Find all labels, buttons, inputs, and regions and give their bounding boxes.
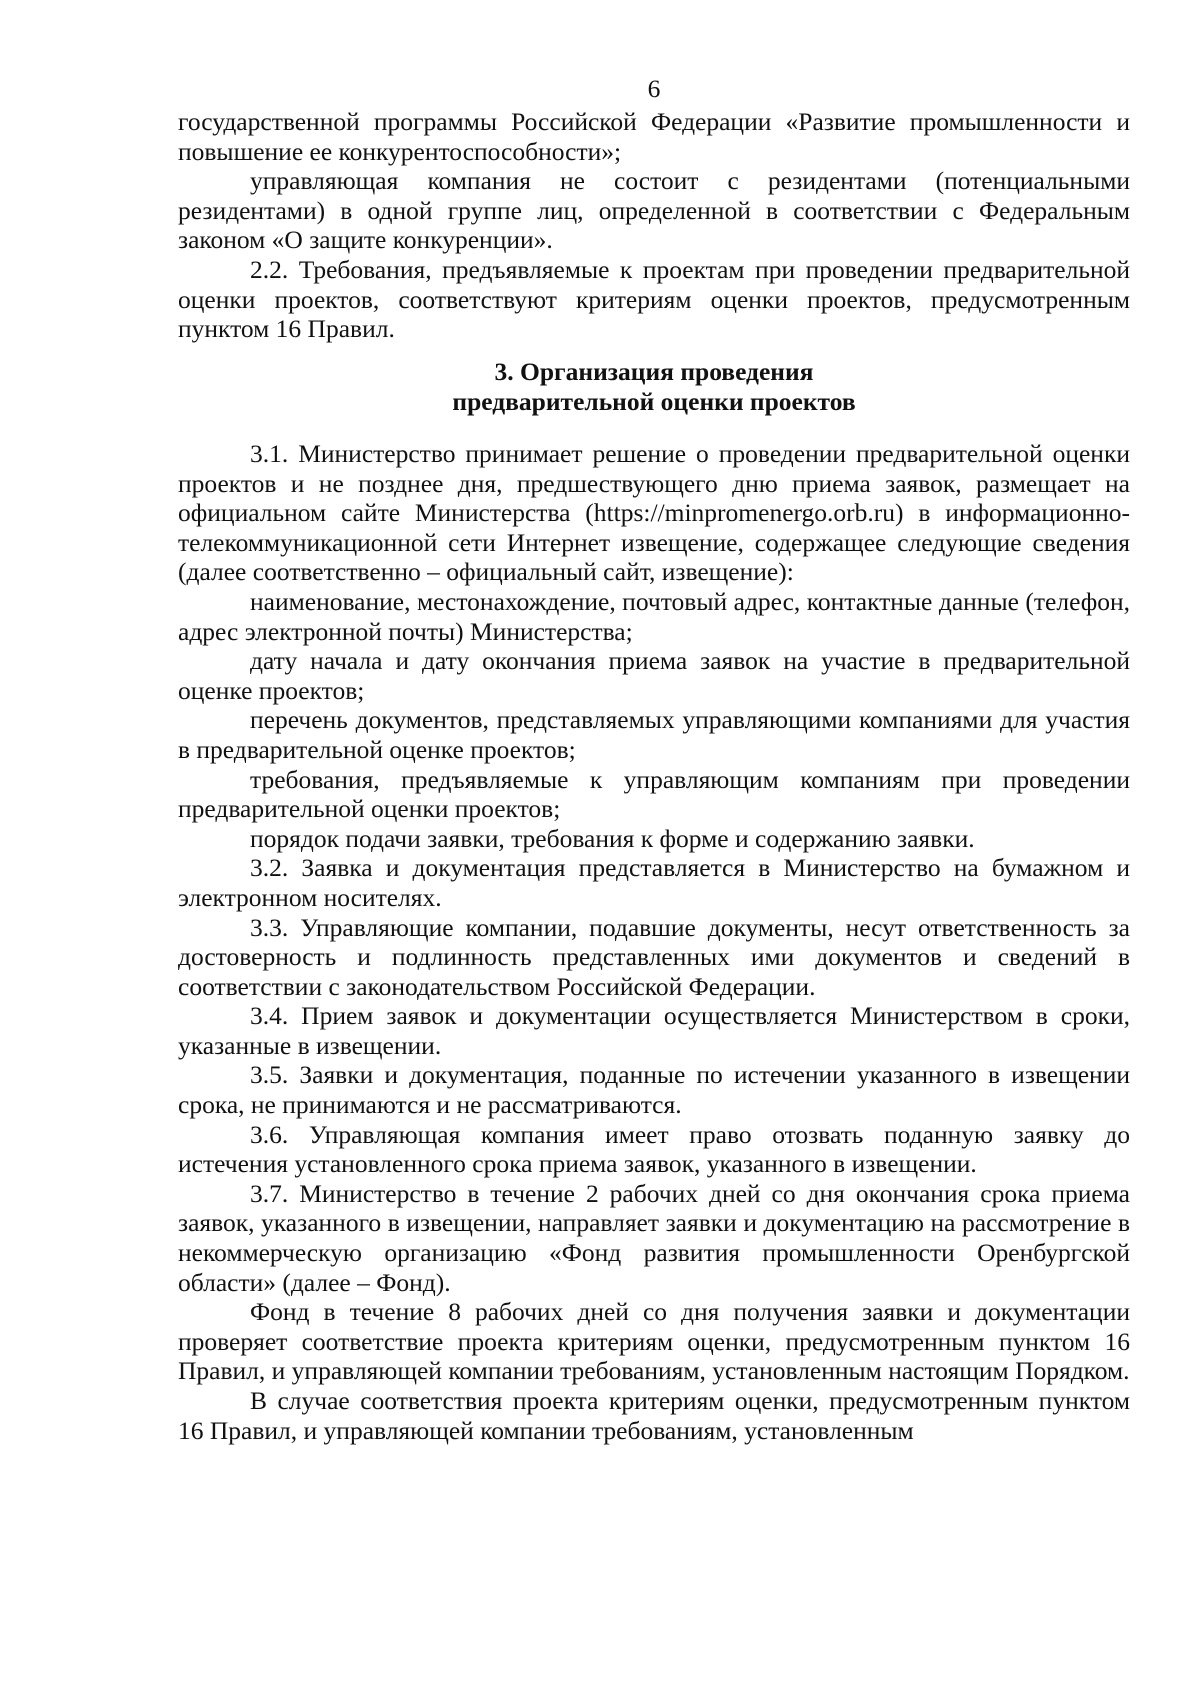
list-item-submission-order: порядок подачи заявки, требования к форме и содержанию заявки. <box>250 823 975 853</box>
paragraph-3-1: 3.1. Министерство принимает решение о проведении предварительной оценки проектов и не позднее дня, предшествующего дню приема заявок, размещает на официальном сайте Министерства (https://minpromenergo.orb.ru) в информационно-телекоммуникационной сети Интернет извещение, содержащее следующие сведения (далее соответственно – официальный сайт, извещение): <box>178 439 1130 587</box>
paragraph-group-of-persons: управляющая компания не состоит с резидентами (потенциальными резидентами) в одной группе лиц, определенной в соответствии с Федеральным законом «О защите конкуренции». <box>178 166 1130 255</box>
section-heading-line2: предварительной оценки проектов <box>452 386 856 416</box>
paragraph-3-7: 3.7. Министерство в течение 2 рабочих дней со дня окончания срока приема заявок, указанного в извещении, направляет заявки и документацию на рассмотрение в некоммерческую организацию «Фонд развития промышленности Оренбургской области» (далее – Фонд). <box>178 1178 1130 1297</box>
section-heading-line1: 3. Организация проведения <box>494 357 814 386</box>
paragraph-program-continuation: государственной программы Российской Федерации «Развитие промышленности и повышение ее конкурентоспособности»; <box>178 107 1130 166</box>
list-item-name-address: наименование, местонахождение, почтовый адрес, контактные данные (телефон, адрес электронной почты) Министерства; <box>178 586 1130 646</box>
top-text-block <box>178 107 1130 344</box>
paragraph-3-3: 3.3. Управляющие компании, подавшие документы, несут ответственность за достоверность и подлинность представленных ими документов и сведений в соответствии с законодательством Российской Федерации. <box>178 912 1130 1001</box>
paragraph-3-6: 3.6. Управляющая компания имеет право отозвать поданную заявку до истечения установленного срока приема заявок, указанного в извещении. <box>178 1119 1130 1179</box>
paragraph-compliance-case: В случае соответствия проекта критериям оценки, предусмотренным пунктом 16 Правил, и управляющей компании требованиям, установленным <box>178 1386 1130 1445</box>
list-item-documents: перечень документов, представляемых управляющими компаниями для участия в предварительной оценке проектов; <box>178 705 1130 764</box>
paragraph-fund-check: Фонд в течение 8 рабочих дней со дня получения заявки и документации проверяет соответствие проекта критериям оценки, предусмотренным пунктом 16 Правил, и управляющей компании требованиям, установленным настоящим Порядком. <box>178 1297 1130 1386</box>
section-3-body <box>178 439 1130 1445</box>
page-number: 6 <box>647 74 661 103</box>
paragraph-3-5: 3.5. Заявки и документация, поданные по истечении указанного в извещении срока, не принимаются и не рассматриваются. <box>178 1060 1130 1120</box>
document-page <box>178 0 1130 1697</box>
paragraph-2-2: 2.2. Требования, предъявляемые к проектам при проведении предварительной оценки проектов, соответствуют критериям оценки проектов, предусмотренным пунктом 16 Правил. <box>178 254 1130 344</box>
list-item-dates: дату начала и дату окончания приема заявок на участие в предварительной оценке проектов; <box>178 646 1130 705</box>
paragraph-3-2: 3.2. Заявка и документация представляется в Министерство на бумажном и электронном носителях. <box>178 853 1130 912</box>
paragraph-3-4: 3.4. Прием заявок и документации осуществляется Министерством в сроки, указанные в извещении. <box>178 1001 1130 1060</box>
list-item-requirements: требования, предъявляемые к управляющим компаниям при проведении предварительной оценки проектов; <box>178 764 1130 824</box>
section-heading <box>178 357 1130 416</box>
